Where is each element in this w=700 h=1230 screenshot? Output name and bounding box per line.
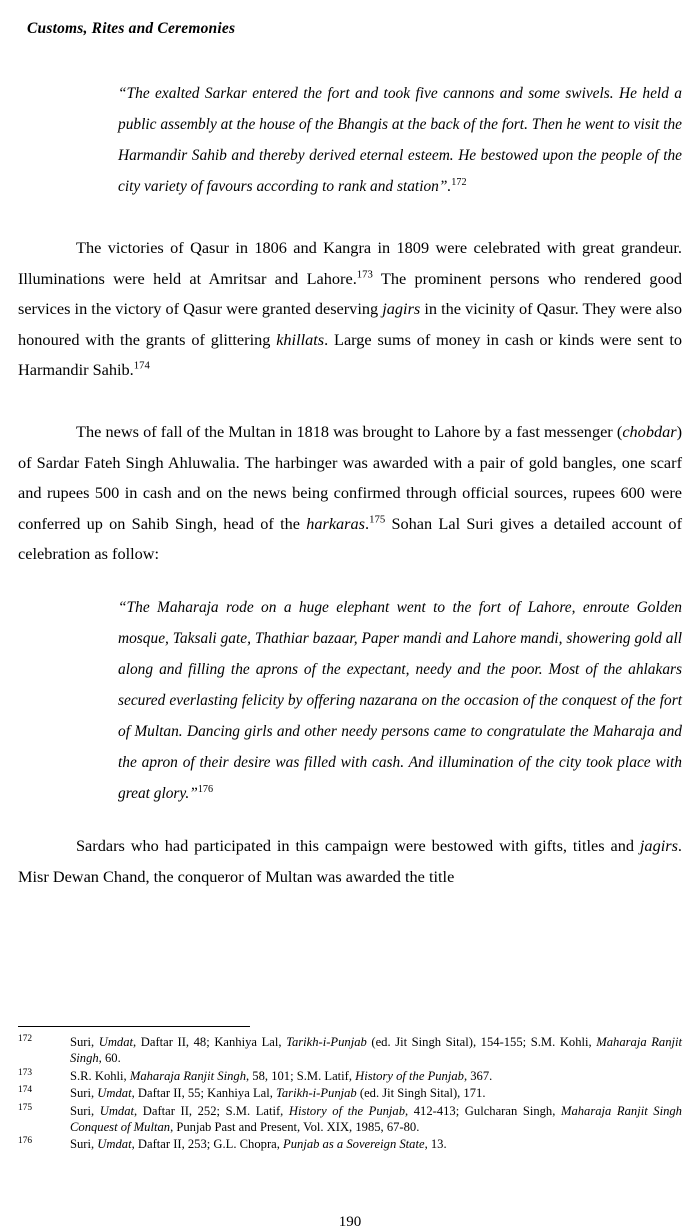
emphasis-text: Umdat xyxy=(97,1137,132,1152)
emphasis-text: jagirs xyxy=(639,835,678,855)
footnote-text xyxy=(70,1137,447,1151)
footnote-separator-rule xyxy=(18,1026,250,1027)
emphasis-text: Tarikh-i-Punjab xyxy=(276,1086,357,1101)
body-text: The news of fall of the Multan in 1818 was brought to Lahore by a fast messenger ( xyxy=(76,421,623,441)
footnote-number[interactable]: 174 xyxy=(18,1085,33,1096)
spacer xyxy=(18,202,682,233)
body-text: (ed. Jit Singh Sital), 154-155; S.M. Kohli, xyxy=(366,1035,597,1049)
paragraph-2 xyxy=(18,417,682,570)
body-text: , 412-413; Gulcharan Singh, xyxy=(405,1103,561,1118)
emphasis-text: History of the Punjab xyxy=(288,1103,406,1118)
paragraph-1 xyxy=(18,233,682,386)
footnote-number[interactable]: 172 xyxy=(18,1034,33,1044)
body-text: The prominent persons who rendered good services in the victory of Qasur were granted deserving xyxy=(18,268,682,319)
emphasis-text: History of the Punjab xyxy=(355,1068,464,1083)
body-text: , Punjab Past and Present, Vol. XIX, 1985, 67-80. xyxy=(170,1120,420,1135)
footnote-ref-176[interactable]: 176 xyxy=(197,783,214,795)
emphasis-text: Punjab as a Sovereign State xyxy=(283,1137,425,1152)
body-text: Suri, xyxy=(70,1103,100,1118)
body-text: Suri, xyxy=(70,1035,99,1049)
footnote-entry xyxy=(18,1085,682,1101)
block-quote-1-text: “The exalted Sarkar entered the fort and took five cannons and some swivels. He held a public assembly at the house of the Bhangis at the back of the fort. Then he went to visit the Harmandir Sahib and thereby derived eternal esteem. He bestowed upon the people of the city variety of favours according to rank and station”. xyxy=(118,85,682,195)
footnote-entry xyxy=(18,1034,682,1067)
emphasis-text: Maharaja Ranjit Singh, xyxy=(70,1035,682,1066)
emphasis-text: Umdat xyxy=(99,1103,135,1118)
body-text: . Large sums of money in cash or kinds were sent to Harmandir Sahib. xyxy=(18,329,682,380)
emphasis-text: chobdar xyxy=(622,421,677,441)
block-quote-1 xyxy=(18,78,682,202)
body-text: (ed. Jit Singh Sital), 171. xyxy=(356,1086,486,1101)
emphasis-text: Maharaja Ranjit Singh Conquest of Multan xyxy=(70,1103,682,1135)
footnote-number[interactable]: 173 xyxy=(18,1067,33,1078)
page-running-head: Customs, Rites and Ceremonies xyxy=(27,20,236,37)
footnote-entry xyxy=(18,1136,682,1152)
footnote-entry xyxy=(18,1103,682,1136)
footnotes-section xyxy=(18,1026,682,1154)
body-text: , 367. xyxy=(463,1068,493,1083)
page-folio-number: 190 xyxy=(338,1214,362,1230)
page-body-column xyxy=(18,78,682,892)
footnote-ref-173[interactable]: 173 xyxy=(356,268,373,281)
block-quote-2-text: “The Maharaja rode on a huge elephant went to the fort of Lahore, enroute Golden mosque, Taksali gate, Thathiar bazaar, Paper mandi and Lahore mandi, showering gold all along and filling the aprons of the expectant, needy and the poor. Most of the ahlakars secured everlasting felicity by offering nazarana on the occasion of the conquest of the fort of Multan. Dancing girls and other needy persons came to congratulate the Maharaja and the apron of their desire was filled with cash. And illumination of the city took place with great glory.” xyxy=(118,598,682,802)
emphasis-text: Umdat xyxy=(97,1086,132,1101)
body-text: The victories of Qasur in 1806 and Kangra in 1809 were celebrated with great grandeur. Illuminations were held at Amritsar and Lahore. xyxy=(18,238,682,288)
body-text: , Daftar II, 48; Kanhiya Lal, xyxy=(133,1035,287,1049)
footnote-ref-175[interactable]: 175 xyxy=(369,513,386,526)
body-text: , 13. xyxy=(424,1137,447,1152)
footnote-entry xyxy=(18,1068,682,1084)
footnote-text xyxy=(70,1035,682,1065)
emphasis-text: jagirs xyxy=(382,299,421,319)
body-text: in the vicinity of Qasur. They were also honoured with the grants of glittering xyxy=(18,299,683,349)
footnote-list xyxy=(18,1034,682,1153)
spacer xyxy=(18,809,682,831)
body-text: 60. xyxy=(101,1051,121,1066)
emphasis-text: khillats xyxy=(276,329,325,349)
footnote-number[interactable]: 176 xyxy=(18,1136,33,1147)
body-text: Sardars who had participated in this campaign were bestowed with gifts, titles and xyxy=(76,835,640,855)
body-text: , Daftar II, 252; S.M. Latif, xyxy=(134,1103,289,1118)
footnote-ref-174[interactable]: 174 xyxy=(133,359,150,372)
footnote-number[interactable]: 175 xyxy=(18,1102,33,1113)
emphasis-text: Umdat xyxy=(98,1035,134,1049)
footnote-text xyxy=(70,1086,485,1100)
emphasis-text: Tarikh-i-Punjab xyxy=(286,1035,367,1049)
body-text: , Daftar II, 55; Kanhiya Lal, xyxy=(131,1086,277,1101)
body-text: Suri, xyxy=(70,1137,98,1152)
body-text: , Daftar II, 253; G.L. Chopra, xyxy=(131,1137,284,1152)
emphasis-text: harkaras xyxy=(306,513,366,533)
body-text: , 58, 101; S.M. Latif, xyxy=(246,1068,356,1083)
body-text: . xyxy=(365,513,370,533)
paragraph-3 xyxy=(18,831,682,892)
footnote-text xyxy=(70,1069,492,1083)
body-text: . Misr Dewan Chand, the conqueror of Multan was awarded the title xyxy=(18,835,682,886)
footnote-ref-172[interactable]: 172 xyxy=(451,176,467,188)
emphasis-text: Maharaja Ranjit Singh xyxy=(129,1068,246,1083)
block-quote-2 xyxy=(18,592,682,809)
body-text: Suri, xyxy=(70,1086,98,1101)
spacer xyxy=(18,570,682,592)
body-text: ) of Sardar Fateh Singh Ahluwalia. The harbinger was awarded with a pair of gold bangles, one scarf and rupees 500 in cash and on the news being confirmed through official sources, rupees 600 were conferred up on Sahib Singh, head of the xyxy=(18,421,682,533)
body-text: Sohan Lal Suri gives a detailed account of celebration as follow: xyxy=(18,513,682,564)
footnote-text xyxy=(70,1104,682,1134)
body-text: S.R. Kohli, xyxy=(70,1068,130,1083)
spacer xyxy=(18,386,682,417)
